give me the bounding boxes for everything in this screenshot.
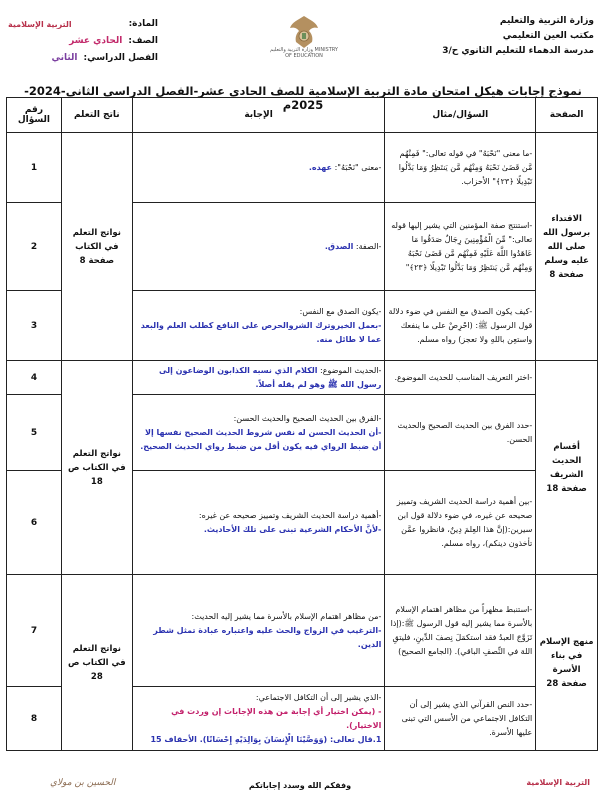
question-number: 4 — [7, 361, 62, 395]
question-cell: -استنتج صفة المؤمنين التي يشير إليها قوله تعالى:" مِّنَ الْمُؤْمِنِينَ رِجَالٌ صَدَقُوا مَا عَاهَدُوا اللَّهَ عَلَيْهِ فَمِنْهُم مَّن قَضَىٰ نَحْبَهُ وَمِنْهُم مَّن يَنتَظِرُ وَمَا بَدَّلُوا تَبْدِيلًا ﴿٢٣﴾" — [385, 203, 536, 291]
lesson-page-cell: أقسام الحديث الشريف صفحة 18 — [536, 361, 598, 575]
answer-value: -الترغيب في الزواج والحث عليه واعتباره عبادة تمثل شطر الدين. — [153, 625, 382, 649]
question-cell: -استنبط مظهراً من مظاهر اهتمام الإسلام بالأسرة مما يشير إليه قول الرسول ﷺ:(إذا تَزَوَّجَ العبدُ فقد استكمَلَ نِصفَ الدِّينِ، فليتقِ اللهَ في النِّصفِ الباقي). (الجامع الصحيح) — [385, 575, 536, 687]
answer-cell — [132, 291, 385, 361]
question-number: 2 — [7, 203, 62, 291]
grade-label: الصف: — [128, 36, 158, 46]
page-title: نموذج إجابات هيكل امتحان مادة التربية الإسلامية للصف الحادي عشر-الفصل الدراسي الثاني-2024-2025م — [24, 84, 582, 112]
table-row — [7, 575, 598, 687]
answer-note: - (يمكن اختيار أي إجابة من هذه الإجابات إن وردت في الاختيار). — [171, 706, 382, 730]
answer-cell — [132, 133, 385, 203]
outcome-cell: نواتج التعلم في الكتاب ص 18 — [61, 361, 132, 575]
table-row — [7, 361, 598, 395]
subject-label: المادة: — [128, 19, 158, 29]
lesson-page-cell: منهج الإسلام في بناء الأسرة صفحة 28 — [536, 575, 598, 751]
subject-info — [8, 16, 158, 67]
answer-label: -من مظاهر اهتمام الإسلام بالأسرة مما يشير إليه الحديث: — [191, 611, 382, 621]
lesson-page-cell: الاقتداء برسول الله صلى الله عليه وسلم صفحة 8 — [536, 133, 598, 361]
answers-table — [6, 97, 598, 751]
grade-row — [8, 33, 158, 50]
question-number: 8 — [7, 687, 62, 751]
question-number: 1 — [7, 133, 62, 203]
uae-emblem-icon — [286, 12, 322, 52]
answer-label: -يكون الصدق مع النفس: — [299, 306, 382, 316]
answer-label: -الصفة: — [355, 241, 382, 251]
question-number: 6 — [7, 471, 62, 575]
question-number: 7 — [7, 575, 62, 687]
term-value: الثاني — [51, 53, 78, 63]
footer-wish: وفقكم الله وسدد إجاباتكم — [248, 781, 352, 790]
term-row — [8, 50, 158, 67]
col-number: رقم السؤال — [7, 98, 62, 133]
emblem-caption: وزارة التربية والتعليم MINISTRY OF EDUCATION — [270, 47, 338, 59]
answer-value: الكلام الذي نسبه الكذابون الوضاعون إلى رسول الله ﷺ وهو لم يقله أصلاً. — [159, 365, 382, 389]
answer-value: 1.قال تعالى: (وَوَصَّيْنَا الْإِنسَانَ بِوَالِدَيْهِ إِحْسَانًا). الأحقاف 15 — [150, 734, 382, 744]
col-question: السؤال/مثال — [385, 98, 536, 133]
answer-value: -بعمل الخيروترك الشروالحرص على النافع كطلب العلم والبعد عما لا طائل منه. — [140, 320, 382, 344]
question-number: 5 — [7, 395, 62, 471]
question-cell: -ما معنى "نَحْبَهُ" في قوله تعالى:" فَمِنْهُم مَّن قَضَىٰ نَحْبَهُ وَمِنْهُم مَّن يَنتَظِرُ وَمَا بَدَّلُوا تَبْدِيلًا ﴿٢٣﴾" الأحزاب. — [385, 133, 536, 203]
answer-cell — [132, 395, 385, 471]
answer-value: الصدق. — [324, 241, 354, 251]
grade-value: الحادي عشر — [69, 36, 123, 46]
answer-cell — [132, 687, 385, 751]
answer-cell — [132, 575, 385, 687]
question-cell: -اختر التعريف المناسب للحديث الموضوع. — [385, 361, 536, 395]
col-answer: الإجابة — [132, 98, 385, 133]
question-cell: -حدد النص القرآني الذي يشير إلى أن التكافل الاجتماعي من الأسس التي تبنى عليها الأسرة. — [385, 687, 536, 751]
answer-value: -لأنَّ الأحكام الشرعية تبنى على تلك الأحاديث. — [203, 524, 382, 534]
answer-label: -الذي يشير إلى أن التكافل الاجتماعي: — [255, 692, 382, 702]
table-header-row — [7, 98, 598, 133]
answer-label: -الفرق بين الحديث الصحيح والحديث الحسن: — [233, 413, 382, 423]
brand-logo-text: التربية الإسلامية — [8, 20, 72, 29]
office-name: مكتب العين التعليمي — [502, 31, 594, 41]
brand-logo-footer: التربية الإسلامية — [526, 778, 590, 787]
answer-value: -أن الحديث الحسن له نفس شروط الحديث الصحيح نفسها إلا أن ضبط الرواي فيه يكون أقل من ضبط رواي الحديث الصحيح. — [140, 427, 382, 451]
ministry-name: وزارة التربية والتعليم — [499, 16, 594, 26]
outcome-cell: نواتج التعلم في الكتاب صفحة 8 — [61, 133, 132, 361]
answer-label: -معنى "نَحْبَهُ": — [334, 162, 382, 172]
answer-value: عهده. — [308, 162, 333, 172]
table-row — [7, 133, 598, 203]
term-label: الفصل الدراسي: — [83, 53, 158, 63]
school-name: مدرسة الدهماء للتعليم الثانوي ح/3 — [442, 46, 594, 56]
answer-label: -أهمية دراسة الحديث الشريف وتمييز صحيحه عن غيره: — [198, 510, 382, 520]
answer-label: -الحديث الموضوع: — [320, 365, 382, 375]
question-cell: -حدد الفرق بين الحديث الصحيح والحديث الحسن. — [385, 395, 536, 471]
question-number: 3 — [7, 291, 62, 361]
answer-cell — [132, 203, 385, 291]
answer-cell — [132, 471, 385, 575]
answer-cell — [132, 361, 385, 395]
question-cell: -كيف يكون الصدق مع النفس في ضوء دلالة قول الرسول ﷺ: (احْرِصْ على ما ينفعك واستعِن باللهِ ولا تعجز) رواه مسلم. — [385, 291, 536, 361]
teacher-signature: الحسين بن مولاي — [50, 778, 116, 788]
school-header — [424, 14, 594, 59]
question-cell: -بين أهمية دراسة الحديث الشريف وتمييز صحيحه عن غيره، في ضوء دلالة قول ابن سيرين:(إنَّ هذا العِلمَ دِينٌ، فانظروا عمَّن تأخذون دينكم)، رواه مسلم. — [385, 471, 536, 575]
col-page: الصفحة — [536, 98, 598, 133]
page-footer — [0, 774, 604, 800]
outcome-cell: نواتج التعلم في الكتاب ص 28 — [61, 575, 132, 751]
col-outcome: ناتج التعلم — [61, 98, 132, 133]
